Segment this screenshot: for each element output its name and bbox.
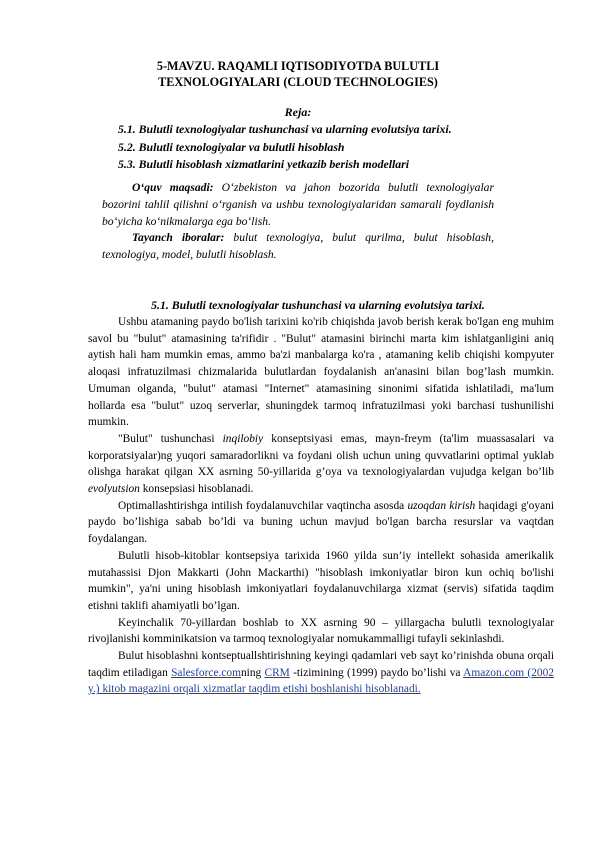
emphasis-inqilobiy: inqilobiy: [222, 432, 264, 445]
plan-item: 5.3. Bulutli hisoblash xizmatlarini yetkazib berish modellari: [118, 157, 410, 171]
title-line-2: TEXNOLOGIYALARI (CLOUD TECHNOLOGIES): [158, 75, 438, 89]
intro-block: [102, 180, 494, 264]
plan-label: Reja:: [284, 105, 312, 119]
paragraph-2: [88, 431, 554, 498]
paragraph-4: Bulutli hisob-kitoblar kontsepsiya tarixida 1960 yilda sun’iy intellekt sohasida amerikalik mutahassisi Djon Makkarti (John Mackarthi) "hisoblash imkoniyatlar biron kun ochiq bo'lishi mumkin", ya'ni uning hisoblash imkoniyatlari foydalanuvchilarga xizmat (servis) sifatida taqdim etishni taklifi ahamiyatli bo’lgan.: [88, 549, 554, 612]
emphasis-evolyutsion: evolyutsion: [88, 483, 140, 496]
paragraph-2-text: konseptsiyasi emas, mayn-freym (ta'lim muassasalari va korporatsiyalar)ng yuqori samaradorlikni va foydani olish uchun uning quvvatlarini optimal yuklab olishga harakat qilgan XX asrning 50-yillarida g’oya va texnologiyalardan vujudga kelgan bo’lib: [88, 432, 554, 479]
paragraph-2-text: konsepsiasi hisoblanadi.: [139, 483, 254, 496]
learning-goal-paragraph: [102, 180, 494, 230]
paragraph-6-text: -tizimining (1999) paydo bo’lishi va: [289, 666, 464, 679]
learning-goal-text: O‘zbekiston va jahon bozorida bulutli texnologiyalar bozorini tahlil qilishni o‘rganish va ushbu texnologiyalaridan samarali foydlanish bo‘yicha ko‘nikmalarga ega bo‘lish.: [102, 181, 494, 228]
paragraph-5: Keyinchalik 70-yillardan boshlab to XX asrning 90 – yillargacha bulutli texnologiyalar rivojlanishi komminikatsion va tarmoq texnologiyalar nomukammalligi tufayli sekinlashdi.: [88, 616, 554, 646]
paragraph-6: [88, 648, 554, 698]
section-body: [88, 314, 554, 698]
paragraph-1: Ushbu atamaning paydo bo'lish tarixini ko'rib chiqishda javob berish kerak bo'lgan eng muhim savol bu "bulut" atamasining ta'rifidir . "Bulut" atamasini birinchi marta kim ishlatganligini aniq aytish hali ham mumkin emas, ammo ba'zi manbalarga ko'ra , atamaning kelib chiqishi kompyuter aloqasi infratuzilmasi chizmalarida bulutlardan foydalanish an'anasini bilan bog’lash mumkin. Umuman olganda, "bulut" atamasi "Internet" atamasining sinonimi sifatida ishlatiladi, ma'lum hollarda esa "bulut" uzoq serverlar, shuningdek tarmoq infratuzilmasi yoki barchasi tushunilishi mumkin.: [88, 316, 554, 429]
keywords-label: Tayanch iboralar:: [132, 231, 225, 245]
paragraph-6-text: ning: [240, 666, 265, 679]
document-title: [60, 58, 536, 90]
crm-link[interactable]: CRM: [264, 666, 290, 679]
paragraph-6-text: Bulut hisoblashni kontseptuallshtirishning keyingi qadamlari veb sayt ko’rinishda obuna orqali taqdim etiladigan: [88, 650, 554, 679]
plan-item: 5.2. Bulutli texnologiyalar va bulutli hisoblash: [118, 139, 345, 154]
plan-item: 5.1. Bulutli texnologiyalar tushunchasi va ularning evolutsiya tarixi.: [118, 122, 452, 136]
title-line-1: 5-MAVZU. RAQAMLI IQTISODIYOTDA BULUTLI: [156, 59, 440, 73]
keywords-text: bulut texnologiya, bulut qurilma, bulut hisoblash, texnologiya, model, bulutli hisoblash.: [102, 231, 495, 262]
paragraph-3-text: haqidagi g'oyani paydo bo’lishiga sabab bo’ldi va buning uchun mavjud bo'lgan barcha resurslar va vaqtdan foydalangan.: [88, 499, 554, 546]
paragraph-3-text: Optimallashtirishga intilish foydalanuvchilar vaqtincha asosda: [118, 499, 408, 512]
plan-list: [118, 121, 548, 174]
salesforce-link[interactable]: Salesforce.com: [171, 666, 241, 679]
amazon-link[interactable]: Amazon.com (2002 y.) kitob magazini orqali xizmatlar taqdim etishi boshlanishi hisoblanadi.: [88, 666, 554, 696]
keywords-paragraph: [102, 230, 494, 264]
paragraph-3: [88, 498, 554, 548]
section-title: 5.1. Bulutli texnologiyalar tushunchasi va ularning evolutsiya tarixi.: [151, 298, 485, 312]
emphasis-uzoqdan-kirish: uzoqdan kirish: [407, 499, 476, 512]
paragraph-2-text: "Bulut" tushunchasi: [118, 432, 223, 445]
learning-goal-label: O‘quv maqsadi:: [132, 181, 214, 194]
